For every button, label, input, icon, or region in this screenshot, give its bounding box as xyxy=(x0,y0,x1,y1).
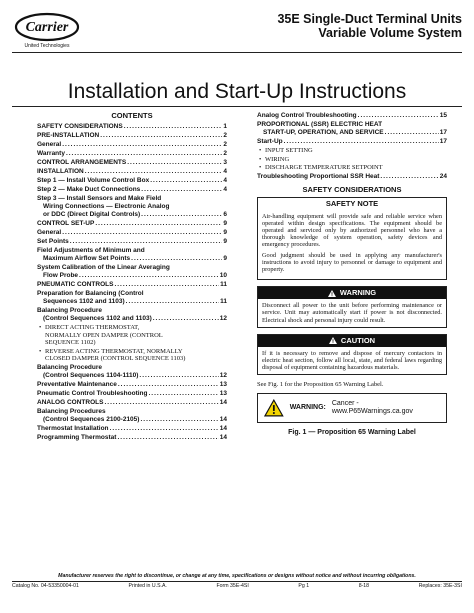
toc-leader-dots xyxy=(140,416,218,424)
title-line-2: Variable Volume System xyxy=(318,26,462,40)
toc-entry-title: CONTROL SET-UP xyxy=(37,220,95,227)
logo-wordmark: Carrier xyxy=(25,20,69,35)
toc-entry[interactable] xyxy=(37,281,227,289)
toc-leader-dots xyxy=(284,138,439,146)
toc-leader-dots xyxy=(104,399,218,407)
prop65-label xyxy=(257,393,447,423)
toc-entry[interactable] xyxy=(37,177,227,185)
toc-entry-last-line xyxy=(37,298,227,306)
toc-leader-dots xyxy=(62,141,222,149)
toc-page-number: 4 xyxy=(223,186,227,193)
toc-page-number: 14 xyxy=(219,398,227,406)
toc-entry-last-line xyxy=(37,272,227,280)
safety-note-paragraph-2: Good judgment should be used in applying any manufacturer's instructions to avoid injury to personnel or damage to equipment and property. xyxy=(262,251,442,273)
toc-entry[interactable] xyxy=(37,229,227,237)
toc-entry-title: (Control Sequences 2100-2105) xyxy=(43,415,140,423)
toc-entry-title: Wiring Connections — Electronic Analog xyxy=(43,203,170,210)
toc-entry[interactable] xyxy=(37,290,227,306)
toc-entry-title: or DDC (Direct Digital Controls) xyxy=(43,211,141,218)
toc-entry-title: Flow Probe xyxy=(43,272,79,279)
toc-page-number: 6 xyxy=(223,211,227,218)
caution-text: If it is necessary to remove and dispose of mercury contactors in electric heat section, follow all local, state, and federal laws regarding disposal of equipment containing hazardous materials. xyxy=(262,349,442,372)
caution-box xyxy=(257,334,447,376)
toc-leader-dots xyxy=(358,112,439,120)
toc-leader-dots xyxy=(126,298,219,306)
prop65-warning-text: Cancer - www.P65Warnings.ca.gov xyxy=(331,400,413,416)
toc-entry-last-line xyxy=(37,315,227,323)
toc-entry-title: Preventative Maintenance xyxy=(37,380,117,388)
toc-leader-dots xyxy=(149,390,219,398)
caution-triangle-icon xyxy=(329,337,337,344)
prop65-warning-icon xyxy=(264,399,284,417)
toc-page-number: 17 xyxy=(439,129,447,136)
title-line-1: 35E Single-Duct Terminal Units xyxy=(277,12,462,26)
toc-list-right xyxy=(257,112,447,181)
toc-entry-title: Sequences 1102 and 1103) xyxy=(43,298,125,305)
footer-rule xyxy=(12,581,462,582)
safety-note-body xyxy=(258,210,446,280)
toc-page-number: 10 xyxy=(219,272,227,279)
toc-entry[interactable] xyxy=(37,399,227,407)
toc-leader-dots xyxy=(114,281,219,289)
toc-entry[interactable] xyxy=(37,238,227,246)
toc-entry[interactable] xyxy=(37,434,227,442)
safety-note-box xyxy=(257,197,447,281)
toc-page-number: 17 xyxy=(439,138,447,145)
toc-page-number: 9 xyxy=(223,255,227,262)
toc-bullet-text: DIRECT ACTING THERMOSTAT, xyxy=(45,324,140,331)
toc-bullet xyxy=(257,147,447,155)
toc-page-number: 4 xyxy=(223,168,227,175)
toc-bullet xyxy=(257,156,447,164)
toc-entry-title: START-UP, OPERATION, AND SERVICE xyxy=(263,129,384,136)
toc-entry[interactable] xyxy=(257,121,447,137)
toc-bullet-text: SEQUENCE 1102) xyxy=(45,339,96,346)
toc-bullet-text: CLOSED DAMPER (CONTROL SEQUENCE 1103) xyxy=(45,355,186,362)
toc-bullet-text: REVERSE ACTING THERMOSTAT, NORMALLY xyxy=(45,347,183,355)
toc-entry-title: Maximum Airflow Set Points xyxy=(43,255,131,262)
document-title xyxy=(277,12,462,40)
toc-leader-dots xyxy=(85,168,223,176)
toc-page-number: 11 xyxy=(220,298,227,305)
toc-entry-last-line xyxy=(257,129,447,137)
catalog-number: Catalog No. 04-53350004-01 xyxy=(12,583,79,589)
toc-page-number: 2 xyxy=(223,141,227,148)
toc-entry[interactable] xyxy=(37,186,227,194)
footer-info-row xyxy=(12,583,462,590)
toc-page-number: 24 xyxy=(439,172,447,180)
toc-page-number: 2 xyxy=(223,132,227,139)
toc-entry-title: Preparation for Balancing (Control xyxy=(37,290,144,297)
toc-entry[interactable] xyxy=(37,132,227,140)
toc-entry[interactable] xyxy=(37,195,227,219)
page-footer xyxy=(12,573,462,590)
printed-in: Printed in U.S.A. xyxy=(128,583,167,589)
toc-entry-title: Set Points xyxy=(37,238,69,245)
toc-page-number: 14 xyxy=(219,433,227,441)
replaces: Replaces: 35E-3SI xyxy=(418,583,462,589)
toc-leader-dots xyxy=(100,132,222,140)
toc-bullet xyxy=(37,324,227,347)
toc-leader-dots xyxy=(118,381,219,389)
toc-entry-title: ANALOG CONTROLS xyxy=(37,398,104,406)
bullet-icon: • xyxy=(39,324,42,331)
toc-entry[interactable] xyxy=(257,138,447,146)
toc-entry-title: Programming Thermostat xyxy=(37,433,117,441)
warning-header xyxy=(258,287,446,299)
toc-page-number: 1 xyxy=(223,123,227,130)
toc-bullet-text: WIRING xyxy=(265,155,290,163)
toc-entry-title: Balancing Procedure xyxy=(37,307,103,314)
header-rule xyxy=(12,52,462,53)
toc-page-number: 3 xyxy=(223,159,227,166)
toc-leader-dots xyxy=(117,434,218,442)
toc-leader-dots xyxy=(110,425,219,433)
toc-page-number: 2 xyxy=(223,150,227,157)
toc-leader-dots xyxy=(153,315,219,323)
toc-entry[interactable] xyxy=(37,150,227,158)
toc-entry-last-line xyxy=(37,416,227,424)
toc-page-number: 9 xyxy=(223,229,227,236)
toc-leader-dots xyxy=(131,255,222,263)
toc-entry-title: (Control Sequences 1104-1110) xyxy=(43,371,139,379)
toc-page-number: 4 xyxy=(223,177,227,184)
main-title: Installation and Start-Up Instructions xyxy=(67,80,407,103)
toc-page-number: 13 xyxy=(219,380,227,388)
warning-triangle-icon xyxy=(328,290,336,297)
toc-entry-title: Step 1 — Install Volume Control Box xyxy=(37,177,150,184)
toc-entry-title: PNEUMATIC CONTROLS xyxy=(37,281,114,288)
warning-box xyxy=(257,286,447,328)
figure-reference: See Fig. 1 for the Proposition 65 Warning Label. xyxy=(257,381,384,389)
toc-entry[interactable] xyxy=(257,173,447,181)
bullet-icon: • xyxy=(259,147,262,154)
toc-bullet xyxy=(257,164,447,172)
toc-leader-dots xyxy=(380,173,438,181)
toc-entry[interactable] xyxy=(37,220,227,228)
toc-entry[interactable] xyxy=(37,159,227,167)
toc-leader-dots xyxy=(95,220,222,228)
toc-bullet xyxy=(37,348,227,363)
toc-entry-title: PROPORTIONAL (SSR) ELECTRIC HEAT xyxy=(257,121,383,128)
toc-entry[interactable] xyxy=(37,425,227,433)
prop65-warning-label: WARNING: xyxy=(289,404,326,412)
toc-list-left xyxy=(37,123,227,442)
toc-entry[interactable] xyxy=(37,307,227,323)
toc-bullet-text: DISCHARGE TEMPERATURE SETPOINT xyxy=(265,164,383,171)
toc-page-number: 15 xyxy=(439,112,447,119)
toc-leader-dots xyxy=(385,129,439,137)
toc-entry[interactable] xyxy=(37,364,227,380)
toc-entry-title: (Control Sequences 1102 and 1103) xyxy=(43,315,152,322)
toc-leader-dots xyxy=(150,177,222,185)
toc-bullet-text: INPUT SETTING xyxy=(265,147,313,154)
toc-entry-title: PRE-INSTALLATION xyxy=(37,132,100,139)
date-code: 8-18 xyxy=(358,583,370,589)
toc-page-number: 12 xyxy=(219,315,227,322)
bullet-icon: • xyxy=(259,164,262,171)
title-rule xyxy=(12,106,462,107)
toc-entry[interactable] xyxy=(37,264,227,280)
toc-entry-title: Troubleshooting Proportional SSR Heat xyxy=(257,172,380,180)
contents-left-column xyxy=(37,112,227,443)
logo-tagline: United Technologies xyxy=(24,43,70,49)
toc-leader-dots xyxy=(139,372,218,380)
toc-entry[interactable] xyxy=(37,408,227,424)
toc-page-number: 14 xyxy=(219,424,227,432)
toc-entry-title: Field Adjustments of Minimum and xyxy=(37,247,145,254)
toc-entry-title: Pneumatic Control Troubleshooting xyxy=(37,389,148,397)
toc-leader-dots xyxy=(141,211,222,219)
toc-entry-title: General xyxy=(37,141,62,148)
toc-leader-dots xyxy=(124,123,223,131)
toc-leader-dots xyxy=(127,159,222,167)
toc-page-number: 11 xyxy=(220,281,227,288)
toc-entry-title: Balancing Procedure xyxy=(37,363,103,371)
toc-entry[interactable] xyxy=(257,112,447,120)
toc-leader-dots xyxy=(141,186,222,194)
toc-leader-dots xyxy=(79,272,219,280)
toc-entry-last-line xyxy=(37,211,227,219)
page-number: Pg 1 xyxy=(298,583,310,589)
toc-entry-title: Step 3 — Install Sensors and Make Field xyxy=(37,195,162,202)
toc-entry[interactable] xyxy=(37,247,227,263)
toc-entry[interactable] xyxy=(37,381,227,389)
toc-entry-title: Step 2 — Make Duct Connections xyxy=(37,186,141,193)
toc-page-number: 9 xyxy=(223,238,227,245)
safety-note-title: SAFETY NOTE xyxy=(325,198,379,208)
footer-notice: Manufacturer reserves the right to discontinue, or change at any time, specifications or designs without notice and without incurring obligations. xyxy=(58,573,416,579)
toc-page-number: 12 xyxy=(219,371,227,379)
bullet-icon: • xyxy=(259,155,262,163)
toc-leader-dots xyxy=(62,229,222,237)
toc-entry-title: Analog Control Troubleshooting xyxy=(257,112,357,119)
toc-entry-title: Warranty xyxy=(37,150,65,157)
toc-page-number: 9 xyxy=(223,220,227,227)
toc-bullet-text: NORMALLY OPEN DAMPER (CONTROL xyxy=(45,331,163,339)
contents-right-column xyxy=(257,112,447,437)
figure-caption: Fig. 1 — Proposition 65 Warning Label xyxy=(288,429,416,437)
toc-entry-title: System Calibration of the Linear Averaging xyxy=(37,264,170,271)
toc-entry-title: Start-Up xyxy=(257,138,283,145)
toc-entry-title: SAFETY CONSIDERATIONS xyxy=(37,123,123,130)
warning-text: Disconnect all power to the unit before performing maintenance or service. Unit may automatically start if power is not disconnected. Electrical shock and personal injury could result. xyxy=(262,302,442,324)
form-number: Form 35E-4SI xyxy=(216,583,249,589)
toc-entry-title: General xyxy=(37,229,62,236)
toc-entry[interactable] xyxy=(37,390,227,398)
warning-title: WARNING xyxy=(339,288,377,298)
toc-entry-title: Balancing Procedures xyxy=(37,407,106,415)
toc-entry[interactable] xyxy=(37,168,227,176)
toc-entry-title: CONTROL ARRANGEMENTS xyxy=(37,159,127,166)
toc-leader-dots xyxy=(70,238,223,246)
safety-note-paragraph-1: Air-handling equipment will provide safe and reliable service when operated within design specifications. The equipment should be operated and serviced only by authorized personnel who have a thorough knowledge of system operation, safety devices and emergency procedures. xyxy=(262,212,442,249)
contents-heading: CONTENTS xyxy=(111,111,153,120)
toc-entry[interactable] xyxy=(37,123,227,131)
toc-entry-last-line xyxy=(37,372,227,380)
safety-heading: SAFETY CONSIDERATIONS xyxy=(302,184,402,194)
carrier-logo xyxy=(12,10,82,50)
toc-page-number: 14 xyxy=(219,415,227,423)
toc-leader-dots xyxy=(66,150,222,158)
toc-page-number: 13 xyxy=(219,389,227,397)
bullet-icon: • xyxy=(39,347,42,355)
toc-entry[interactable] xyxy=(37,141,227,149)
toc-entry-last-line xyxy=(37,255,227,263)
caution-title: CAUTION xyxy=(340,335,376,345)
caution-header xyxy=(258,335,446,347)
toc-entry-title: INSTALLATION xyxy=(37,168,84,175)
toc-entry-title: Thermostat Installation xyxy=(37,424,109,432)
